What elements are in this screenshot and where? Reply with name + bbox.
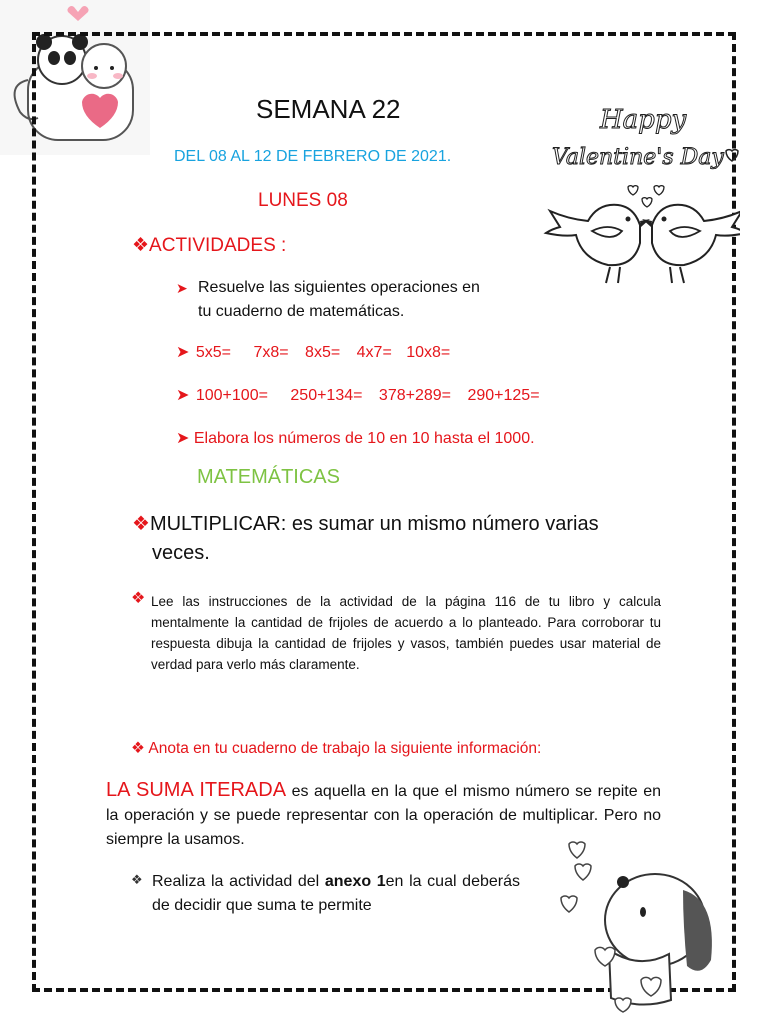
snoopy-hearts-icon xyxy=(555,830,730,1020)
subject-heading: MATEMÁTICAS xyxy=(197,466,340,488)
activity-item-line2: tu cuaderno de matemáticas. xyxy=(198,303,405,320)
operation: 7x8= xyxy=(253,344,289,361)
suma-iterada-paragraph: LA SUMA ITERADA es aquella en la que el mismo número se repite en la operación y se puede representar con la operación de multiplicar. Pero no siempre la usamos. xyxy=(106,779,661,848)
activity-item xyxy=(176,276,480,324)
operation: 378+289= xyxy=(378,387,451,404)
arrow-bullet-icon: ➤ xyxy=(176,430,190,447)
valentine-decoration xyxy=(530,95,740,295)
diamond-bullet-icon: ❖ xyxy=(132,513,150,535)
activities-heading: ❖ACTIVIDADES : xyxy=(132,235,287,256)
anota-instruction: ❖ Anota en tu cuaderno de trabajo la siguiente información: xyxy=(131,740,542,757)
realiza-paragraph: Realiza la actividad del anexo 1en la cual deberás de decidir que suma te permite xyxy=(152,873,520,914)
diamond-bullet-icon: ❖ xyxy=(131,590,146,607)
instruction-paragraph: Lee las instrucciones de la actividad de la página 116 de tu libro y calcula mentalmente la cantidad de frijoles de acuerdo a lo planteado. Para corroborar tu respuesta dibuja la cantidad de frijoles y vasos, también puedes usar material de verdad para verlo más claramente. xyxy=(151,594,661,672)
anexo-reference: anexo 1 xyxy=(324,873,386,890)
suma-iterada-term: LA SUMA ITERADA xyxy=(106,779,287,801)
operation: 290+125= xyxy=(467,387,540,404)
page-title: SEMANA 22 xyxy=(256,94,401,124)
arrow-bullet-icon: ➤ xyxy=(176,280,188,296)
valentine-title-line1: Happy xyxy=(600,105,687,135)
diamond-bullet-icon: ❖ xyxy=(132,235,150,256)
diamond-bullet-icon: ❖ xyxy=(131,740,145,757)
operation: 10x8= xyxy=(406,344,451,361)
multiplicar-definition: ❖MULTIPLICAR: es sumar un mismo número varias veces. xyxy=(132,513,599,564)
addition-operations xyxy=(176,385,540,405)
activity-item-counting: ➤ Elabora los números de 10 en 10 hasta el 1000. xyxy=(176,430,535,447)
operation: 8x5= xyxy=(305,344,341,361)
activity-item-line1: Resuelve las siguientes operaciones en xyxy=(198,279,480,296)
diamond-bullet-icon: ❖ xyxy=(131,872,143,887)
operation: 4x7= xyxy=(356,344,392,361)
arrow-bullet-icon: ➤ xyxy=(176,344,190,361)
valentine-title-line2: Valentine's Day xyxy=(552,145,724,170)
multiplication-operations xyxy=(176,342,450,362)
day-label: LUNES 08 xyxy=(258,190,348,211)
arrow-bullet-icon: ➤ xyxy=(176,387,190,404)
kissing-birds-icon xyxy=(530,95,740,295)
operation: 250+134= xyxy=(290,387,363,404)
operation: 100+100= xyxy=(195,387,268,404)
date-range: DEL 08 AL 12 DE FEBRERO DE 2021. xyxy=(174,148,452,165)
operation: 5x5= xyxy=(195,344,231,361)
